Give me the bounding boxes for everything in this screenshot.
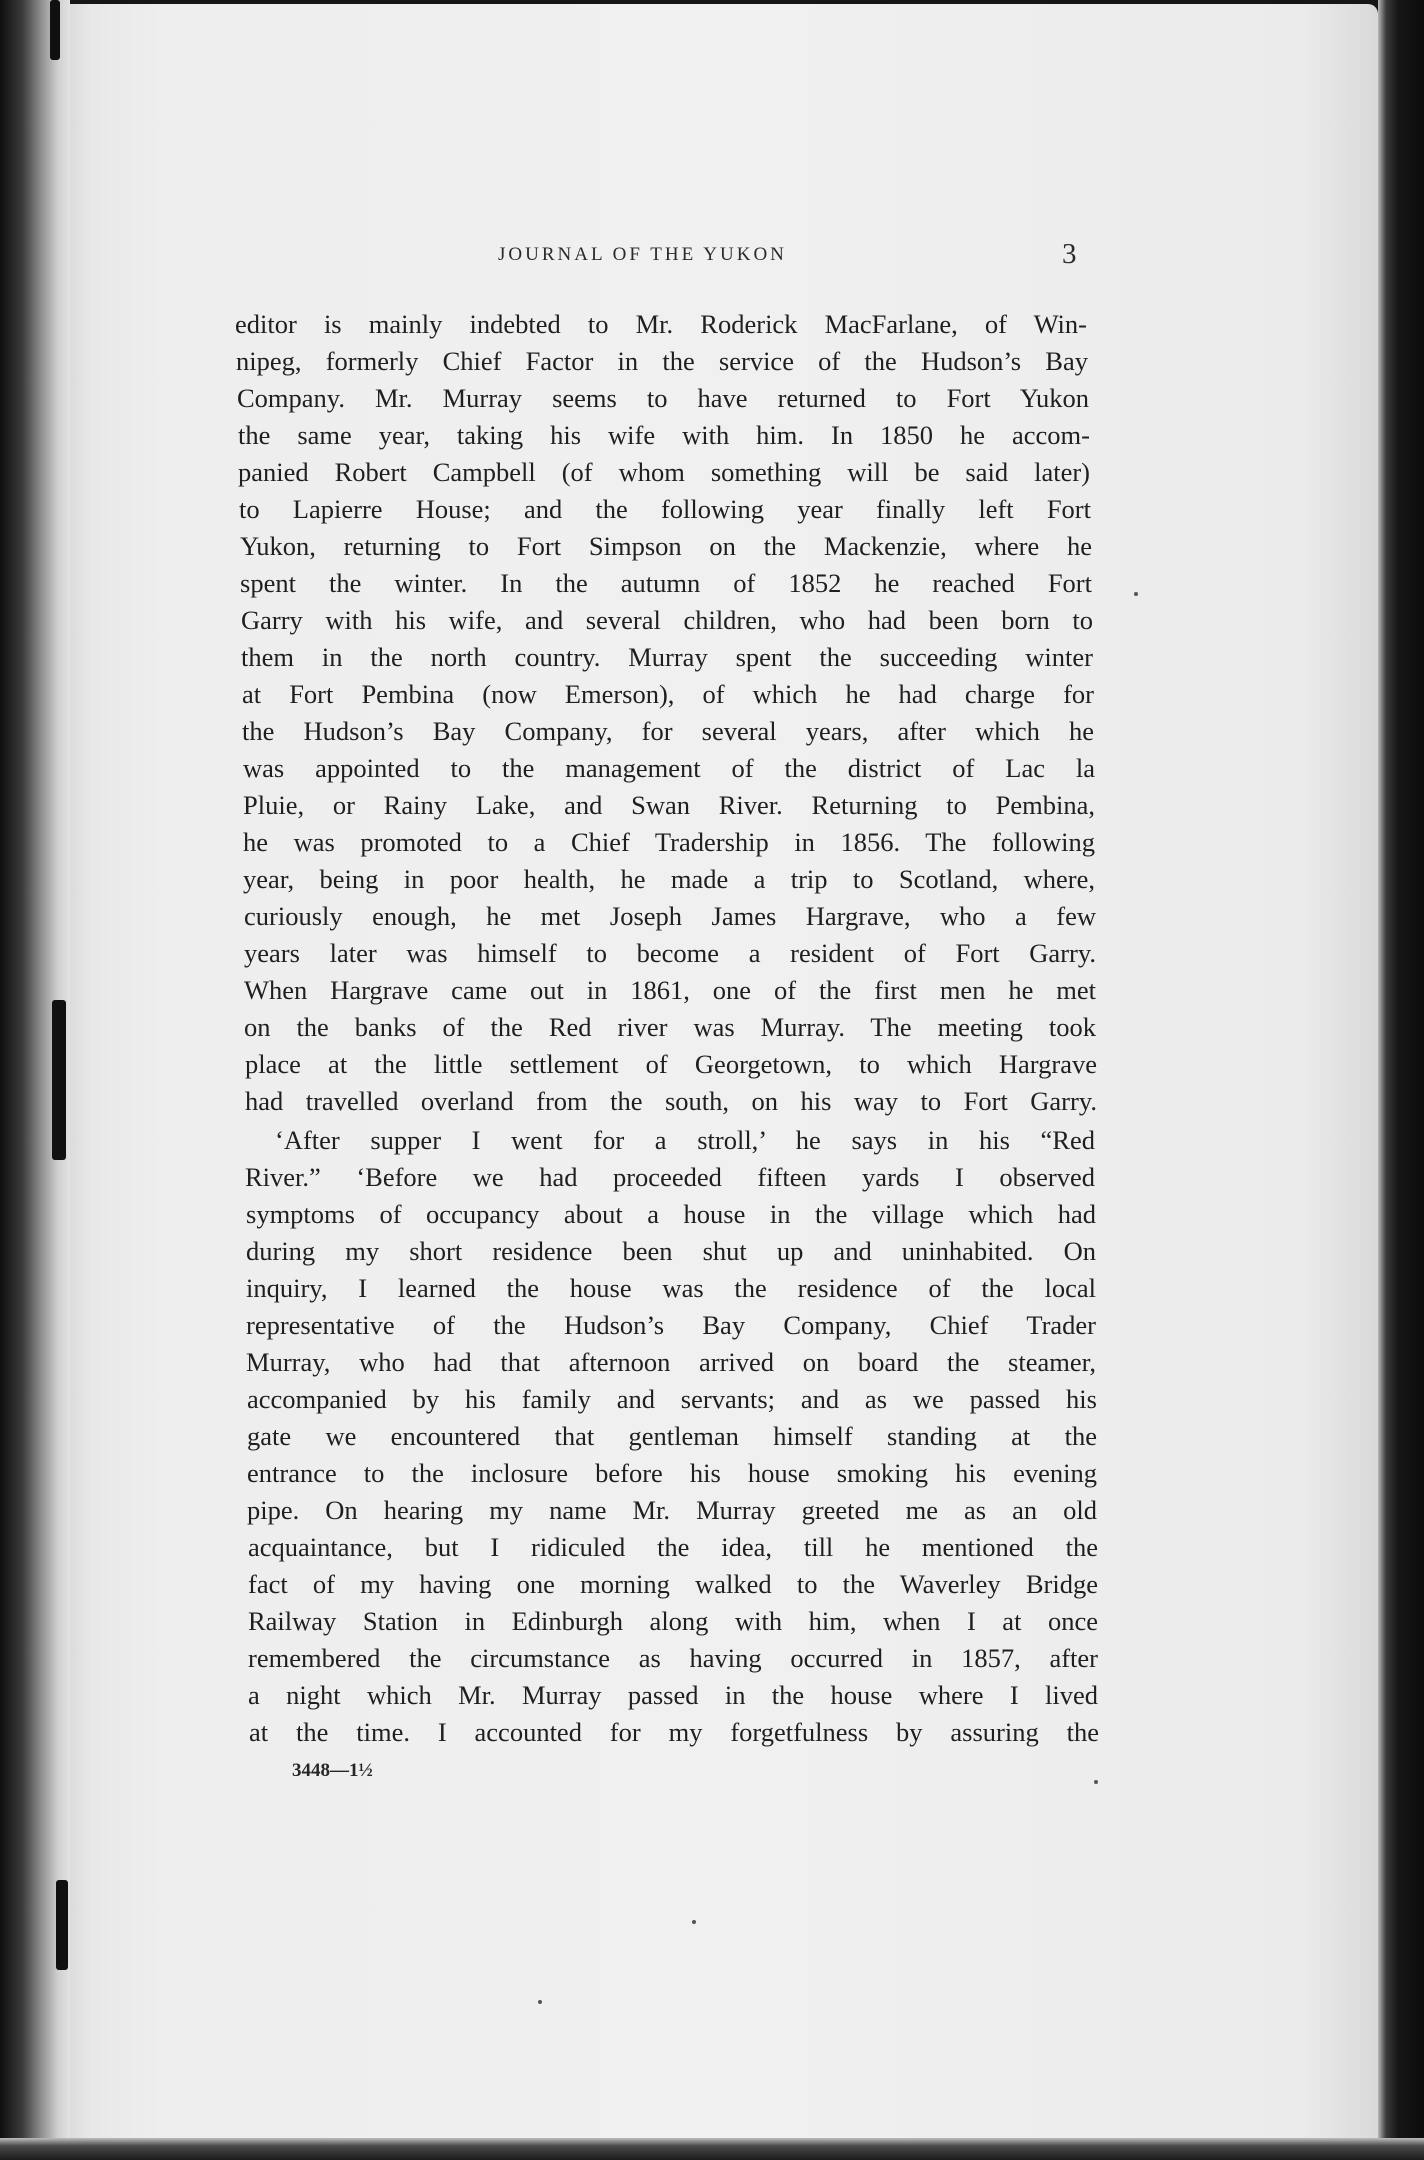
text-line: Murray, who had that afternoon arrived on board the steamer,	[246, 1347, 1096, 1377]
text-line: years later was himself to become a resident of Fort Garry.	[244, 938, 1096, 968]
text-line: panied Robert Campbell (of whom something will be said later)	[238, 457, 1090, 487]
text-line: When Hargrave came out in 1861, one of the first men he met	[244, 975, 1096, 1005]
page-number: 3	[1062, 238, 1077, 270]
text-line: symptoms of occupancy about a house in the village which had	[246, 1199, 1096, 1229]
text-line: at the time. I accounted for my forgetfulness by assuring the	[249, 1717, 1099, 1747]
text-line: was appointed to the management of the district of Lac la	[243, 753, 1095, 783]
text-line: editor is mainly indebted to Mr. Roderick MacFarlane, of Win-	[235, 309, 1087, 339]
book-spine	[0, 0, 70, 2160]
text-line: gate we encountered that gentleman himself standing at the	[247, 1421, 1097, 1451]
running-head	[0, 238, 1424, 278]
text-line: acquaintance, but I ridiculed the idea, till he mentioned the	[248, 1532, 1098, 1562]
paper-speck	[538, 2000, 542, 2004]
text-line: pipe. On hearing my name Mr. Murray greeted me as an old	[247, 1495, 1097, 1525]
right-page-edge	[1378, 0, 1424, 2160]
signature-mark: 3448—1½	[292, 1760, 373, 1781]
paper-speck	[1134, 592, 1138, 596]
text-line: the same year, taking his wife with him. In 1850 he accom-	[238, 420, 1090, 450]
text-line: River.” ‘Before we had proceeded fifteen yards I observed	[245, 1162, 1095, 1192]
text-line: on the banks of the Red river was Murray. The meeting took	[244, 1012, 1096, 1042]
text-line: he was promoted to a Chief Tradership in 1856. The following	[243, 827, 1095, 857]
bottom-page-edge	[0, 2138, 1424, 2160]
text-line: at Fort Pembina (now Emerson), of which he had charge for	[242, 679, 1094, 709]
text-line: year, being in poor health, he made a trip to Scotland, where,	[243, 864, 1095, 894]
text-line: remembered the circumstance as having occurred in 1857, after	[248, 1643, 1098, 1673]
text-line: had travelled overland from the south, on his way to Fort Garry.	[245, 1086, 1097, 1116]
text-line: a night which Mr. Murray passed in the house where I lived	[248, 1680, 1098, 1710]
running-head-title: JOURNAL OF THE YUKON	[498, 244, 787, 265]
text-line: entrance to the inclosure before his house smoking his evening	[247, 1458, 1097, 1488]
text-line: inquiry, I learned the house was the residence of the local	[246, 1273, 1096, 1303]
text-line: curiously enough, he met Joseph James Hargrave, who a few	[244, 901, 1096, 931]
text-line: spent the winter. In the autumn of 1852 he reached Fort	[240, 568, 1092, 598]
paper-speck	[692, 1920, 696, 1924]
text-line: Yukon, returning to Fort Simpson on the Mackenzie, where he	[240, 531, 1092, 561]
text-line: the Hudson’s Bay Company, for several years, after which he	[242, 716, 1094, 746]
text-line: accompanied by his family and servants; and as we passed his	[247, 1384, 1097, 1414]
text-line: them in the north country. Murray spent the succeeding winter	[241, 642, 1093, 672]
text-line: during my short residence been shut up and uninhabited. On	[246, 1236, 1096, 1266]
text-line: Company. Mr. Murray seems to have returned to Fort Yukon	[237, 383, 1089, 413]
paper-speck	[1094, 1780, 1098, 1784]
text-line: Garry with his wife, and several children, who had been born to	[241, 605, 1093, 635]
text-line: place at the little settlement of Georgetown, to which Hargrave	[245, 1049, 1097, 1079]
text-line: to Lapierre House; and the following year finally left Fort	[239, 494, 1091, 524]
text-line: ‘After supper I went for a stroll,’ he says in his “Red	[275, 1125, 1095, 1155]
text-line: Pluie, or Rainy Lake, and Swan River. Returning to Pembina,	[243, 790, 1095, 820]
text-line: representative of the Hudson’s Bay Company, Chief Trader	[246, 1310, 1096, 1340]
text-line: fact of my having one morning walked to the Waverley Bridge	[248, 1569, 1098, 1599]
text-line: Railway Station in Edinburgh along with him, when I at once	[248, 1606, 1098, 1636]
text-line: nipeg, formerly Chief Factor in the service of the Hudson’s Bay	[236, 346, 1088, 376]
